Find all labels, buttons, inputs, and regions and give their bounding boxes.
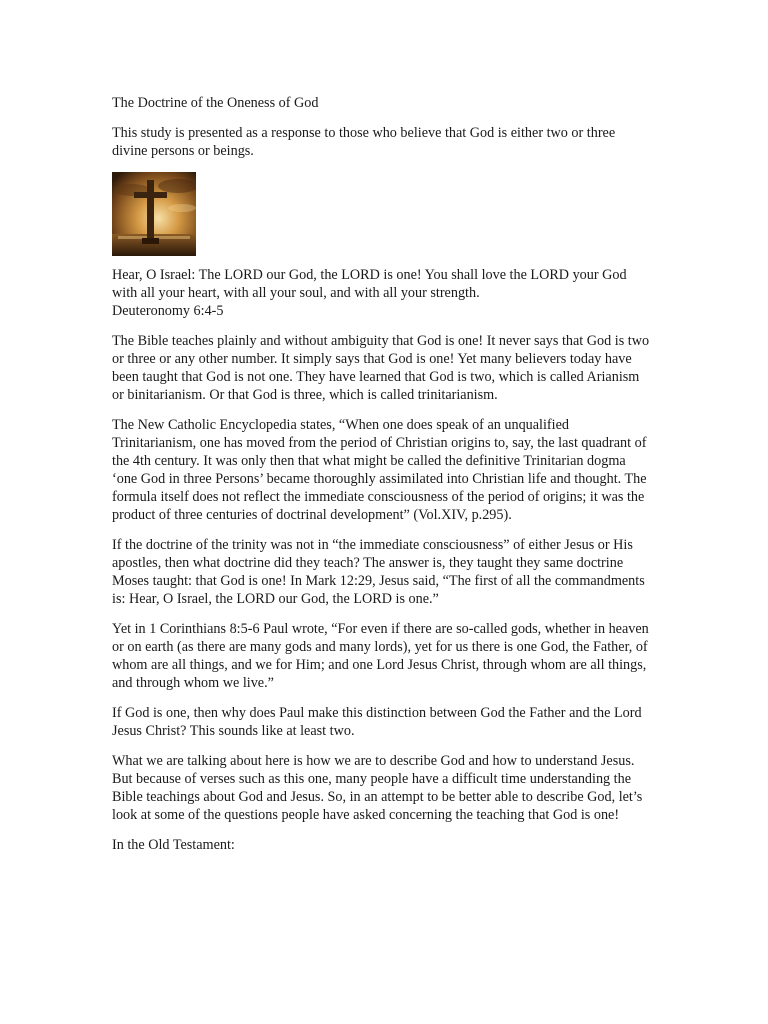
verse-reference: Deuteronomy 6:4-5 xyxy=(112,303,224,319)
intro-paragraph: This study is presented as a response to those who believe that God is either two or three divine persons or beings. xyxy=(112,125,616,159)
verse-text: Hear, O Israel: The LORD our God, the LORD is one! You shall love the LORD your God with all your heart, with all your soul, and with all your strength. xyxy=(112,267,627,301)
paragraph-5: If God is one, then why does Paul make this distinction between God the Father and the Lord Jesus Christ? This sounds like at least two. xyxy=(112,705,642,739)
paragraph-1: The Bible teaches plainly and without ambiguity that God is one! It never says that God is two or three or any other number. It simply says that God is one! Yet many believers today have been taught that God is not one. They have learned that God is two, which is called Arianism or binitarianism. Or that God is three, which is called trinitarianism. xyxy=(112,333,650,403)
paragraph-2: The New Catholic Encyclopedia states, “When one does speak of an unqualified Trinitarianism, one has moved from the period of Christian origins to, say, the last quadrant of the 4th century. It was only then that what might be called the definitive Trinitarian dogma ‘one God in three Persons’ became thoroughly assimilated into Christian life and thought. The formula itself does not reflect the immediate consciousness of the period of origins; it was the product of three centuries of doctrinal development” (Vol.XIV, p.295). xyxy=(112,417,647,523)
paragraph-6: What we are talking about here is how we are to describe God and how to understand Jesus. But because of verses such as this one, many people have a difficult time understanding the Bible teachings about God and Jesus. So, in an attempt to be better able to describe God, let’s look at some of the questions people have asked concerning the teaching that God is one! xyxy=(112,753,643,823)
paragraph-7: In the Old Testament: xyxy=(112,837,235,853)
verse-block xyxy=(112,266,652,320)
document-title: The Doctrine of the Oneness of God xyxy=(112,95,319,111)
paragraph-3: If the doctrine of the trinity was not in “the immediate consciousness” of either Jesus or His apostles, then what doctrine did they teach? The answer is, they taught they same doctrine Moses taught: that God is one! In Mark 12:29, Jesus said, “The first of all the commandments is: Hear, O Israel, the LORD our God, the LORD is one.” xyxy=(112,537,645,607)
document-page xyxy=(112,94,652,866)
paragraph-4: Yet in 1 Corinthians 8:5-6 Paul wrote, “For even if there are so-called gods, whether in heaven or on earth (as there are many gods and many lords), yet for us there is one God, the Father, of whom are all things, and we for Him; and one Lord Jesus Christ, through whom are all things, and through whom we live.” xyxy=(112,621,649,691)
cross-sunset-graphic xyxy=(112,172,196,256)
cross-sunset-image xyxy=(112,172,196,256)
